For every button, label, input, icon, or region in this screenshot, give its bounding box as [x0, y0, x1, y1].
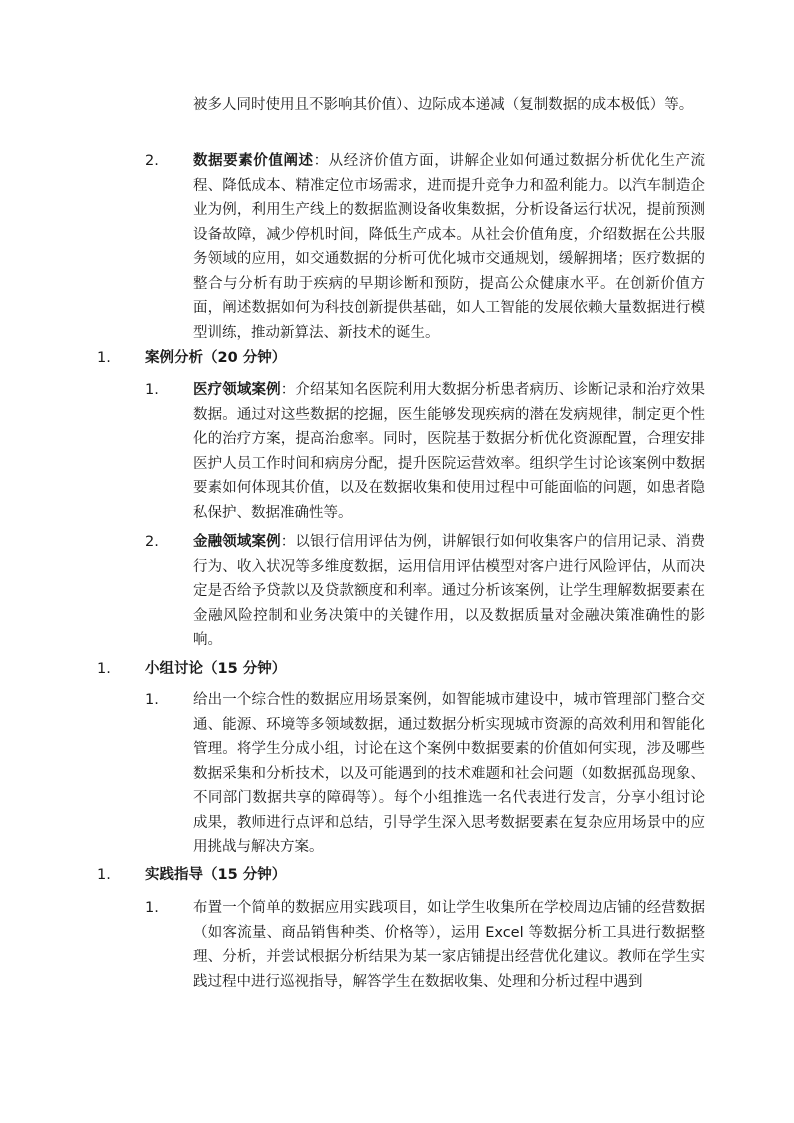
- item-medical-paragraph: [193, 378, 705, 525]
- item-practice-paragraph: 布置一个简单的数据应用实践项目，如让学生收集所在学校周边店铺的经营数据（如客流量、商品销售种类、价格等），运用 Excel 等数据分析工具进行数据整理、分析，并尝试根据分析结果为某一家店铺提出经营优化建议。教师在学生实践过程中进行巡视指导，解答学生在数据收集、处理和分析过程中遇到: [193, 900, 705, 990]
- item-medical-title: 医疗领域案例: [193, 382, 281, 398]
- section-case-heading: 案例分析（20 分钟）: [145, 350, 287, 366]
- section-group-number: 1.: [97, 661, 111, 677]
- item-value-number: 2.: [145, 153, 159, 169]
- section-practice-heading: 实践指导（15 分钟）: [145, 867, 287, 883]
- item-finance-title: 金融领域案例: [193, 534, 281, 550]
- item-group-number: 1.: [145, 692, 159, 708]
- section-practice-number: 1.: [97, 867, 111, 883]
- item-medical-body: ：介绍某知名医院利用大数据分析患者病历、诊断记录和治疗效果数据。通过对这些数据的挖掘，医生能够发现疾病的潜在发病规律，制定更个性化的治疗方案，提高治愈率。同时，医院基于数据分析优化资源配置，合理安排医护人员工作时间和病房分配，提升医院运营效率。组织学生讨论该案例中数据要素如何体现其价值，以及在数据收集和使用过程中可能面临的问题，如患者隐私保护、数据准确性等。: [193, 382, 706, 521]
- item-finance-body: ：以银行信用评估为例，讲解银行如何收集客户的信用记录、消费行为、收入状况等多维度数据，运用信用评估模型对客户进行风险评估，从而决定是否给予贷款以及贷款额度和利率。通过分析该案例，让学生理解数据要素在金融风险控制和业务决策中的关键作用，以及数据质量对金融决策准确性的影响。: [193, 534, 706, 648]
- item-value-paragraph: [193, 149, 705, 345]
- intro-continuation-text: 被多人同时使用且不影响其价值）、边际成本递减（复制数据的成本极低）等。: [193, 97, 694, 113]
- section-case-number: 1.: [97, 350, 111, 366]
- item-finance-paragraph: [193, 530, 705, 653]
- item-value-title: 数据要素价值阐述: [193, 153, 314, 169]
- item-group-paragraph: 给出一个综合性的数据应用场景案例，如智能城市建设中，城市管理部门整合交通、能源、环境等多领域数据，通过数据分析实现城市资源的高效利用和智能化管理。将学生分成小组，讨论在这个案例中数据要素的价值如何实现，涉及哪些数据采集和分析技术，以及可能遇到的技术难题和社会问题（如数据孤岛现象、不同部门数据共享的障碍等）。每个小组推选一名代表进行发言，分享小组讨论成果，教师进行点评和总结，引导学生深入思考数据要素在复杂应用场景中的应用挑战与解决方案。: [193, 692, 705, 855]
- item-medical-number: 1.: [145, 382, 159, 398]
- item-finance-number: 2.: [145, 534, 159, 550]
- item-value-body: ：从经济价值方面，讲解企业如何通过数据分析优化生产流程、降低成本、精准定位市场需求，进而提升竞争力和盈利能力。以汽车制造企业为例，利用生产线上的数据监测设备收集数据，分析设备运行状况，提前预测设备故障，减少停机时间，降低生产成本。从社会价值角度，介绍数据在公共服务领域的应用，如交通数据的分析可优化城市交通规划，缓解拥堵；医疗数据的整合与分析有助于疾病的早期诊断和预防，提高公众健康水平。在创新价值方面，阐述数据如何为科技创新提供基础，如人工智能的发展依赖大量数据进行模型训练，推动新算法、新技术的诞生。: [193, 153, 706, 341]
- item-practice-number: 1.: [145, 900, 159, 916]
- section-group-heading: 小组讨论（15 分钟）: [145, 661, 287, 677]
